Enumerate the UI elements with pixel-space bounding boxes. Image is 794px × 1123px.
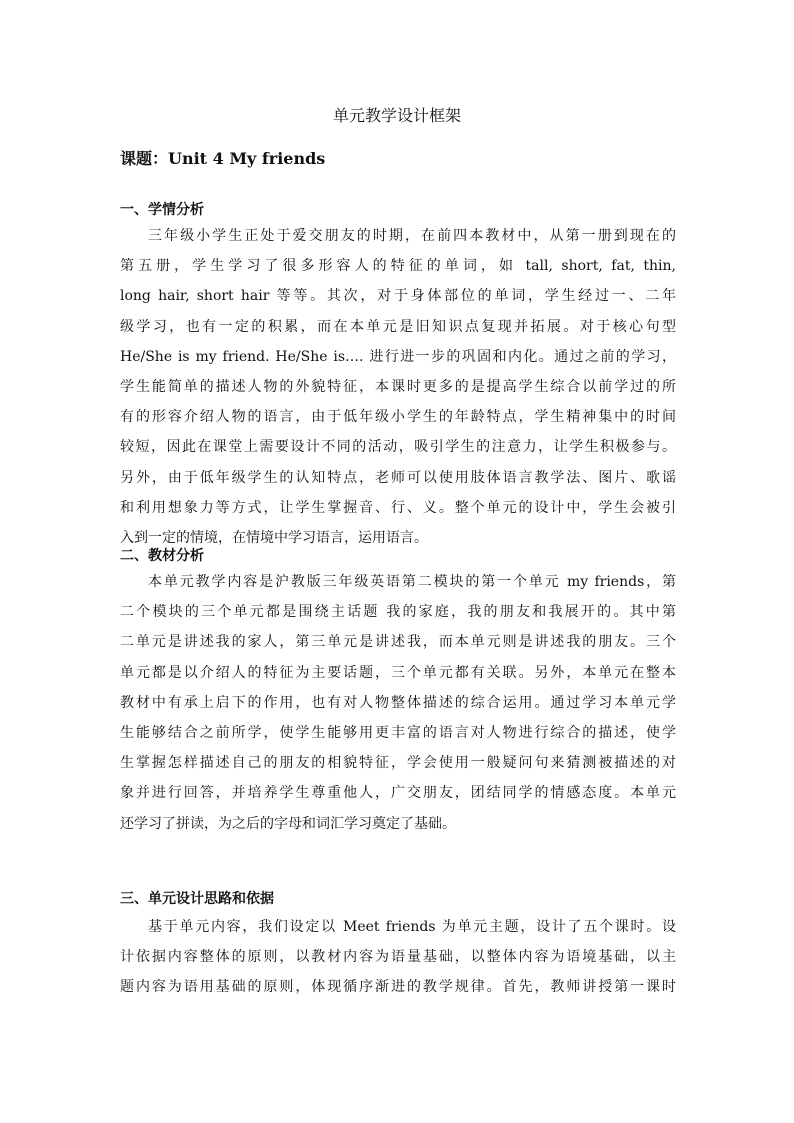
body-line: 和利用想象力等方式，让学生掌握音、行、义。整个单元的设计中，学生会被引 [120,499,676,516]
section-body-design-rationale [120,912,676,1003]
body-line: 第五册，学生学习了很多形容人的特征的单词，如 tall, short, fat, thin, [120,258,676,275]
document-title: 单元教学设计框架 [332,106,461,125]
body-line: 二个模块的三个单元都是围绕主话题 我的家庭，我的朋友和我展开的。其中第 [120,604,676,621]
body-line: 本单元教学内容是沪教版三年级英语第二模块的第一个单元 my friends，第 [148,574,676,590]
body-line: 三年级小学生正处于爱交朋友的时期，在前四本教材中，从第一册到现在的 [148,228,676,244]
body-line: 另外，由于低年级学生的认知特点，老师可以使用肢体语言教学法、图片、歌谣 [120,469,676,486]
body-line: 基于单元内容，我们设定以 Meet friends 为单元主题，设计了五个课时。设 [148,919,676,935]
lesson-title: 课题：Unit 4 My friends [120,149,326,168]
body-line: He/She is my friend. He/She is…. 进行进一步的巩固和内化。通过之前的学习， [120,348,676,365]
body-line: long hair, short hair 等等。其次，对于身体部位的单词，学生经过一、二年 [120,288,676,305]
section-body-material-analysis [120,567,676,839]
body-line: 题内容为语用基础的原则，体现循序渐进的教学规律。首先，教师讲授第一课时 [120,979,676,996]
body-line: 级学习，也有一定的积累，而在本单元是旧知识点复现并拓展。对于核心句型 [120,318,676,335]
body-line: 入到一定的情境，在情境中学习语言，运用语言。 [120,529,428,546]
body-line: 教材中有承上启下的作用，也有对人物整体描述的综合运用。通过学习本单元学 [120,694,676,711]
body-line: 二单元是讲述我的家人，第三单元是讲述我，而本单元则是讲述我的朋友。三个 [120,634,676,651]
body-line: 生掌握怎样描述自己的朋友的相貌特征，学会使用一般疑问句来猜测被描述的对 [120,755,676,772]
section-heading-learner-analysis: 一、学情分析 [120,202,204,218]
body-line: 计依据内容整体的原则，以教材内容为语量基础，以整体内容为语境基础，以主 [120,949,676,966]
body-line: 学生能简单的描述人物的外貌特征，本课时更多的是提高学生综合以前学过的所 [120,378,676,395]
section-heading-material-analysis: 二、教材分析 [120,548,204,564]
section-heading-design-rationale: 三、单元设计思路和依据 [120,891,274,907]
body-line: 生能够结合之前所学，使学生能够用更丰富的语言对人物进行综合的描述，使学 [120,724,676,741]
section-body-learner-analysis [120,221,676,553]
body-line: 较短，因此在课堂上需要设计不同的活动，吸引学生的注意力，让学生积极参与。 [120,439,676,456]
body-line: 还学习了拼读，为之后的字母和词汇学习奠定了基础。 [120,815,456,832]
body-line: 有的形容介绍人物的语言，由于低年级小学生的年龄特点，学生精神集中的时间 [120,409,676,426]
body-line: 单元都是以介绍人的特征为主要话题，三个单元都有关联。另外，本单元在整本 [120,664,676,681]
body-line: 象并进行回答，并培养学生尊重他人，广交朋友，团结同学的情感态度。本单元 [120,785,676,802]
